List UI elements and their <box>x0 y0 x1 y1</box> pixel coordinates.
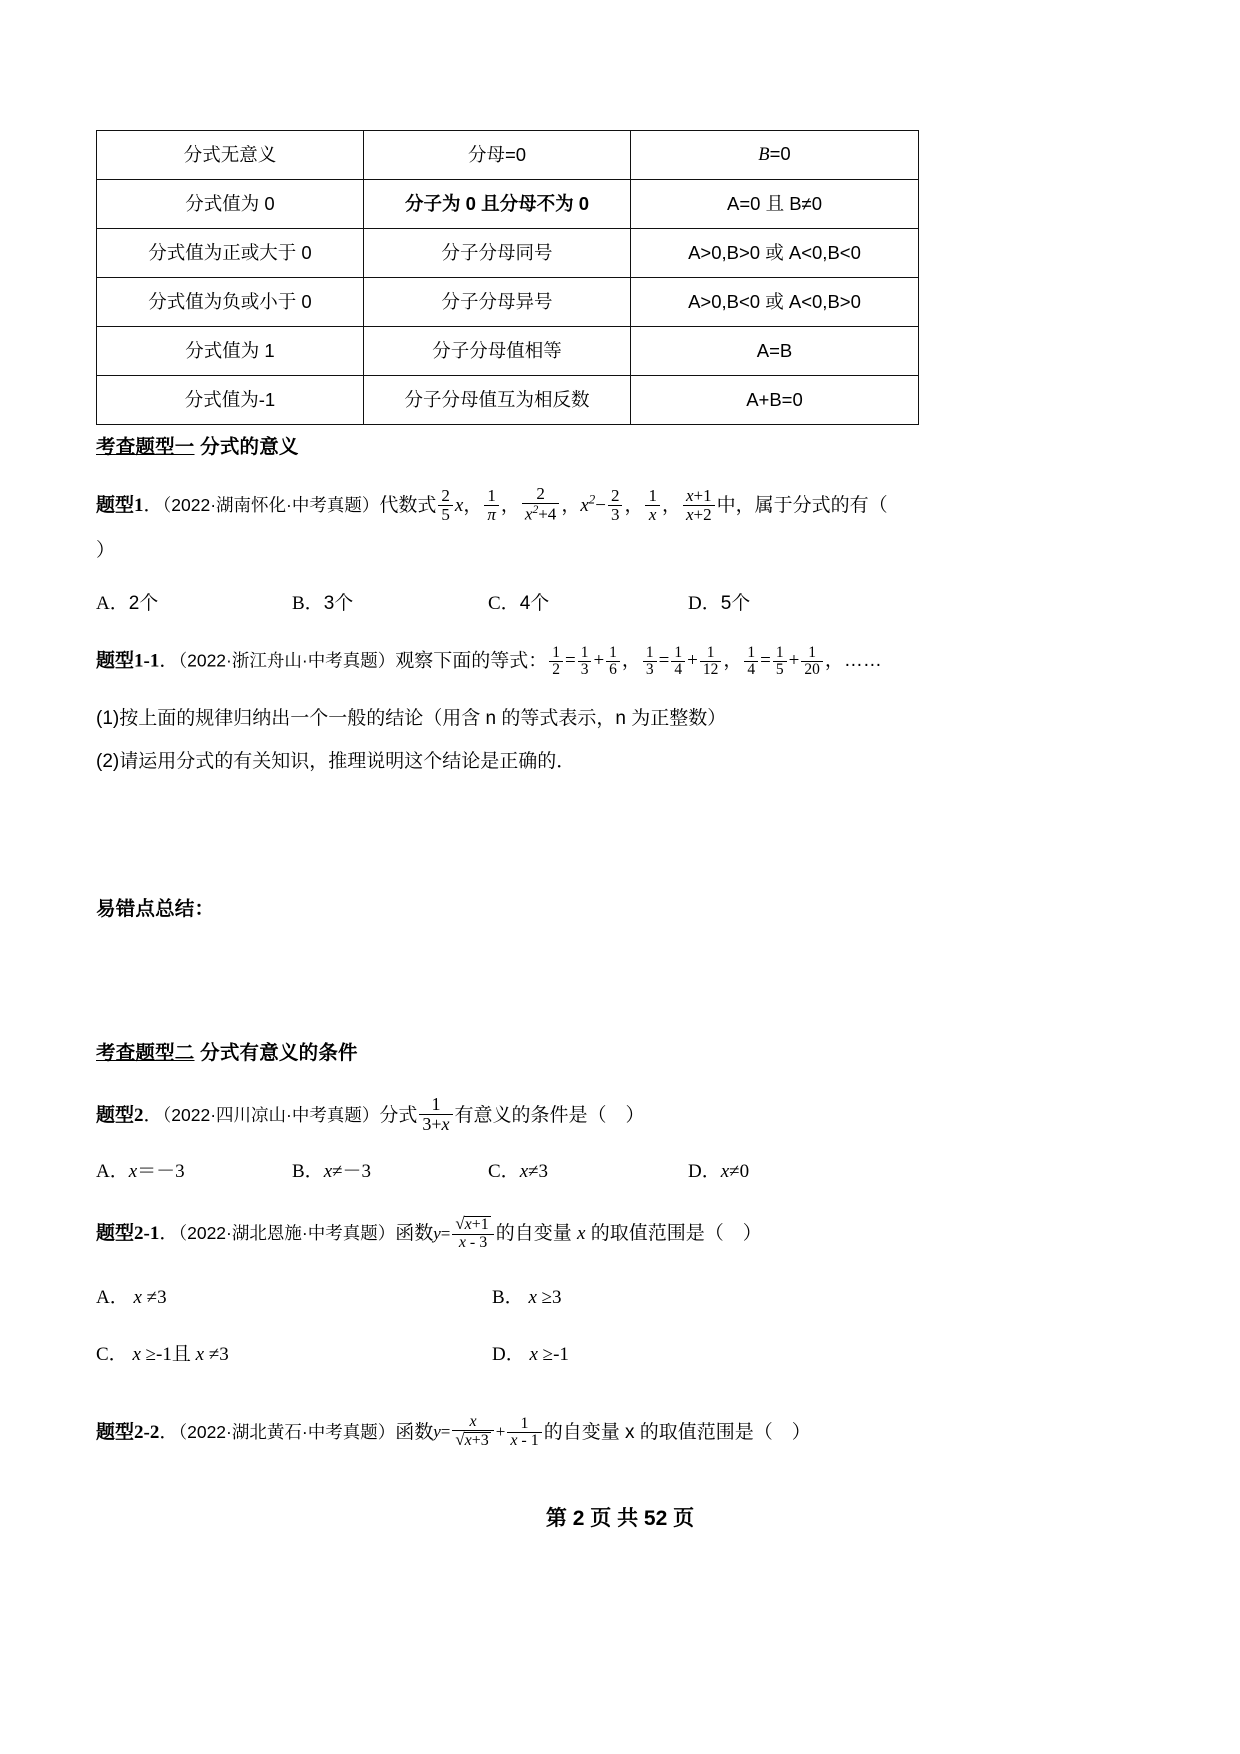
table-cell-formula: A>0,B>0 或 A<0,B<0 <box>631 229 919 278</box>
table-cell-condition: 分式无意义 <box>97 131 364 180</box>
question-1-1-source: （2022·浙江舟山·中考真题） <box>178 650 396 671</box>
question-2-dot: ． <box>143 1105 163 1127</box>
option-d[interactable]: D．5个 <box>688 592 751 614</box>
question-1 <box>96 485 1144 523</box>
table-row <box>97 229 919 278</box>
fraction-2-3: $\frac{2}{3}$ <box>608 487 623 524</box>
equation-1-rhs-2: $\frac{1}{6}$ <box>606 645 620 679</box>
option-b[interactable]: B．x≠－3 <box>292 1160 372 1182</box>
question-2-2-tail: 的自变量 x 的取值范围是（ ） <box>543 1421 811 1443</box>
question-2-2-dot: ． <box>159 1421 179 1443</box>
plus-sign: + <box>495 1422 506 1442</box>
question-2-label: 题型 <box>96 1105 135 1127</box>
question-2-2-expression: y= $\frac{x}{√x+3}$ + $\frac{1}{x - 1}$ <box>433 1421 544 1442</box>
section-heading-1-rest: 分式的意义 <box>194 436 299 458</box>
page-footer: 第 2 页 共 52 页 <box>545 1507 695 1530</box>
question-1-tail2: ） <box>96 540 116 562</box>
option-a[interactable]: A．x＝－3 <box>96 1160 185 1182</box>
table-cell-rule: 分子分母值相等 <box>364 327 631 376</box>
equation-2-lhs: $\frac{1}{3}$ <box>643 645 657 679</box>
equation-1-lhs: $\frac{1}{2}$ <box>549 645 563 679</box>
question-2-2 <box>96 1414 1144 1451</box>
question-1-1-lead: 观察下面的等式： <box>395 650 548 672</box>
question-2-1-expression: y= $\frac{√x+1}{x - 3}$ <box>433 1223 496 1244</box>
equation-3-lhs: $\frac{1}{4}$ <box>744 645 758 679</box>
question-2-source: （2022·四川凉山·中考真题） <box>162 1105 380 1126</box>
option-c[interactable]: C．x≠3 <box>488 1160 549 1182</box>
question-1-1 <box>96 645 1144 679</box>
fraction-1-pi: $\frac{1}{\pi}$ <box>484 487 499 524</box>
question-1-1-number: 1-1 <box>134 650 160 672</box>
table-cell-condition: 分式值为正或大于 0 <box>97 229 364 278</box>
question-2-lead: 分式 <box>379 1105 418 1127</box>
question-1-options <box>96 588 1144 615</box>
question-1-dot: ． <box>143 495 163 516</box>
section-heading-2-rest: 分式有意义的条件 <box>194 1042 358 1065</box>
fraction-conditions-table <box>96 130 919 425</box>
question-1-1-equations: $\frac{1}{2}$ = $\frac{1}{3}$ + $\frac{1}{6}$ ， $\frac{1}{3}$ = $\frac{1}{4}$ + $\frac{1}{12}$ ， $\frac{1}{4}$ = $\frac{1}{5}$ + $\frac{1}{20}$ ，…… <box>547 650 882 671</box>
table-row <box>97 376 919 425</box>
question-1-1-part-2: (2)请运用分式的有关知识，推理说明这个结论是正确的． <box>96 750 576 772</box>
fraction-2-5: $\frac{2}{5}$ <box>438 487 453 524</box>
question-2-1 <box>96 1215 1144 1252</box>
question-2-2-source: （2022·湖北黄石·中考真题） <box>178 1421 396 1442</box>
question-2-2-number: 2-2 <box>134 1421 160 1443</box>
question-2-1-number: 2-1 <box>134 1222 160 1244</box>
table-cell-formula: A+B=0 <box>631 376 919 425</box>
question-2-1-lead: 函数 <box>395 1222 434 1244</box>
fraction-sqrt-xplus1-over-xminus3: $\frac{√x+1}{x - 3}$ <box>452 1215 493 1252</box>
question-2-1-tail: 的自变量 x 的取值范围是（ ） <box>495 1222 762 1244</box>
section-heading-2 <box>96 1037 1144 1065</box>
table-cell-condition: 分式值为负或小于 0 <box>97 278 364 327</box>
section-heading-2-underlined: 考查题型二 <box>96 1042 195 1065</box>
question-2-1-source: （2022·湖北恩施·中考真题） <box>178 1222 396 1243</box>
option-d[interactable]: D． x ≥-1 <box>492 1343 569 1365</box>
question-1-number: 1 <box>134 495 144 516</box>
option-d[interactable]: D．x≠0 <box>688 1160 750 1182</box>
table-cell-formula: A=B <box>631 327 919 376</box>
question-2-tail: 有意义的条件是（ ） <box>454 1105 645 1127</box>
question-2-1-options-row-1 <box>96 1282 1144 1309</box>
question-1-1-label: 题型 <box>96 650 135 672</box>
term-x-squared: $x^2$ <box>580 491 596 516</box>
ellipsis: …… <box>843 650 882 672</box>
question-2-1-dot: ． <box>159 1222 179 1244</box>
equation-1-rhs-1: $\frac{1}{3}$ <box>578 645 592 679</box>
table-cell-condition: 分式值为 1 <box>97 327 364 376</box>
table-cell-rule: 分母=0 <box>364 131 631 180</box>
option-b[interactable]: B． x ≥3 <box>492 1286 562 1308</box>
table-cell-formula: A=0 且 B≠0 <box>631 180 919 229</box>
page-content <box>96 130 1144 1450</box>
table-cell-rule: 分子分母异号 <box>364 278 631 327</box>
question-1-source: （2022·湖南怀化·中考真题） <box>162 495 380 515</box>
question-1-1-part-1: (1)按上面的规律归纳出一个一般的结论（用含 n 的等式表示，n 为正整数） <box>96 708 727 730</box>
question-2-number: 2 <box>134 1105 144 1127</box>
table-row <box>97 278 919 327</box>
table-cell-rule: 分子分母同号 <box>364 229 631 278</box>
table-cell-condition: 分式值为 0 <box>97 180 364 229</box>
option-a[interactable]: A．2个 <box>96 592 159 614</box>
question-2-1-options-row-2 <box>96 1339 1144 1366</box>
table-cell-formula: A>0,B<0 或 A<0,B>0 <box>631 278 919 327</box>
fraction-1-over-3plusx: $\frac{1}{3+x}$ <box>419 1095 452 1134</box>
table-cell-condition: 分式值为-1 <box>97 376 364 425</box>
question-1-tail: 中，属于分式的有（ <box>716 495 888 516</box>
table-cell-rule: 分子为 0 且分母不为 0 <box>364 180 631 229</box>
fraction-x-over-sqrt-xplus3: $\frac{x}{√x+3}$ <box>452 1414 493 1451</box>
option-c[interactable]: C． x ≥-1且 x ≠3 <box>96 1343 229 1365</box>
option-c[interactable]: C．4个 <box>488 592 550 614</box>
section-heading-1 <box>96 431 1144 459</box>
fraction-2-over-x2plus4: $\frac{2}{x^2+4}$ <box>522 485 559 523</box>
fraction-1-over-x: $\frac{1}{x}$ <box>645 487 660 524</box>
variable-x: x <box>454 495 464 516</box>
question-2-2-lead: 函数 <box>395 1421 434 1443</box>
table-row <box>97 131 919 180</box>
minus-sign: − <box>595 495 606 516</box>
question-1-lead: 代数式 <box>379 495 437 516</box>
option-b[interactable]: B．3个 <box>292 592 354 614</box>
table-cell-rule: 分子分母值互为相反数 <box>364 376 631 425</box>
equation-2-rhs-1: $\frac{1}{4}$ <box>671 645 685 679</box>
section-heading-1-underlined: 考查题型一 <box>96 436 195 458</box>
question-2-options <box>96 1156 1144 1183</box>
question-2-2-label: 题型 <box>96 1421 135 1443</box>
equation-3-rhs-2: $\frac{1}{20}$ <box>801 645 823 679</box>
question-1-label: 题型 <box>96 495 135 516</box>
fraction-xplus1-over-xplus2: $\frac{x+1}{x+2}$ <box>683 487 715 524</box>
question-1-1-dot: ． <box>159 650 179 672</box>
fraction-1-over-xminus1: $\frac{1}{x - 1}$ <box>507 1416 541 1451</box>
mistakes-heading: 易错点总结： <box>96 898 215 921</box>
question-2 <box>96 1095 1144 1134</box>
table-row <box>97 180 919 229</box>
equation-3-rhs-1: $\frac{1}{5}$ <box>773 645 787 679</box>
table-row <box>97 327 919 376</box>
option-a[interactable]: A． x ≠3 <box>96 1286 167 1308</box>
equation-2-rhs-2: $\frac{1}{12}$ <box>700 645 722 679</box>
question-2-1-label: 题型 <box>96 1222 135 1244</box>
table-cell-formula: B=0 <box>631 131 919 180</box>
question-1-expression: $\frac{2}{5}$ x， $\frac{1}{\pi}$ ， $\frac{2}{x^2+4}$ ，$x^2-$ $\frac{2}{3}$ ， $\frac{1}{x}$ ， $\frac{x+1}{x+2}$ <box>436 495 716 516</box>
